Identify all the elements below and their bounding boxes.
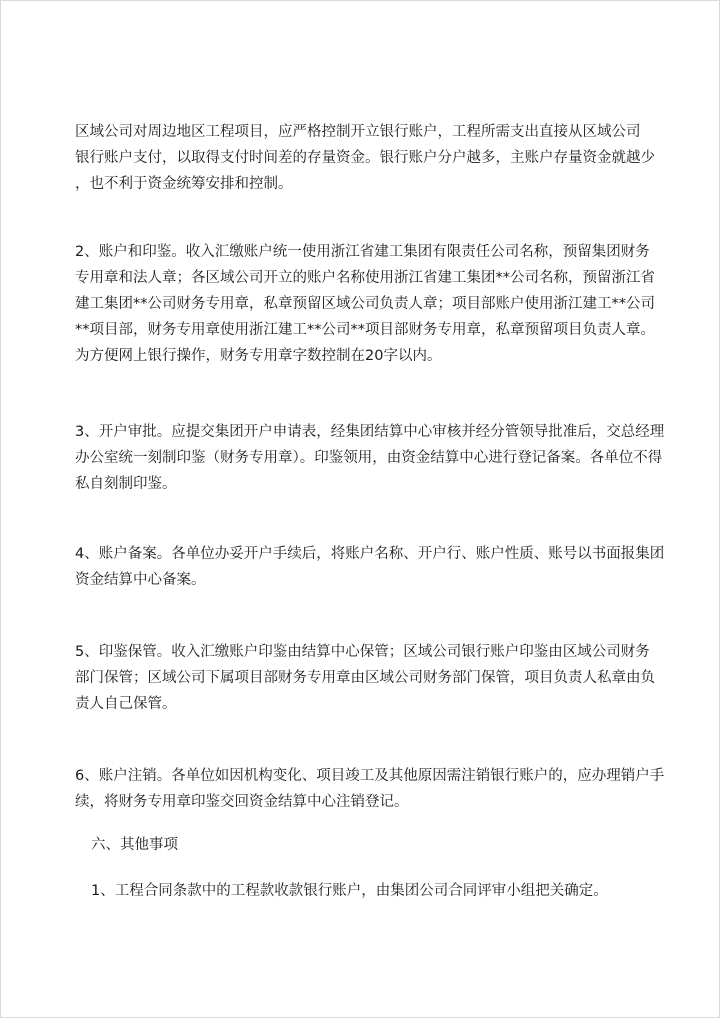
text-line: 续，将财务专用章印鉴交回资金结算中心注销登记。 (75, 794, 409, 810)
text-line: 专用章和法人章；各区域公司开立的账户名称使用浙江省建工集团**公司名称，预留浙江省 (75, 270, 655, 286)
text-line: 资金结算中心备案。 (75, 572, 206, 588)
text-line: 责人自己保管。 (75, 696, 177, 712)
text-line: 4、账户备案。各单位办妥开户手续后，将账户名称、开户行、账户性质、账号以书面报集团 (75, 546, 665, 562)
text-line: 部门保管；区域公司下属项目部财务专用章由区域公司财务部门保管，项目负责人私章由负 (75, 670, 655, 686)
text-line: 银行账户支付，以取得支付时间差的存量资金。银行账户分户越多，主账户存量资金就越少 (75, 150, 655, 166)
text-line: 私自刻制印鉴。 (75, 476, 177, 492)
text-line: 3、开户审批。应提交集团开户申请表，经集团结算中心审核并经分管领导批准后，交总经理 (75, 424, 665, 440)
text-line: 1、工程合同条款中的工程款收款银行账户，由集团公司合同评审小组把关确定。 (91, 883, 608, 899)
paragraph-contract-account (91, 878, 663, 904)
text-line: ，也不利于资金统筹安排和控制。 (75, 176, 293, 192)
text-line: 区域公司对周边地区工程项目，应严格控制开立银行账户，工程所需支出直接从区域公司 (75, 124, 641, 140)
text-line: 为方便网上银行操作，财务专用章字数控制在20字以内。 (75, 348, 442, 364)
paragraph-account-control (75, 119, 655, 197)
text-line: 2、账户和印鉴。收入汇缴账户统一使用浙江省建工集团有限责任公司名称，预留集团财务 (75, 244, 650, 260)
text-line: 办公室统一刻制印鉴（财务专用章）。印鉴领用，由资金结算中心进行登记备案。各单位不得 (75, 450, 663, 466)
paragraph-account-cancellation (75, 763, 665, 815)
paragraph-seal-custody (75, 639, 655, 717)
section-heading-other-matters (91, 832, 663, 858)
paragraph-account-filing (75, 541, 665, 593)
text-line: 建工集团**公司财务专用章，私章预留区域公司负责人章；项目部账户使用浙江建工**公司 (75, 296, 655, 312)
paragraph-accounts-and-seals (75, 239, 655, 369)
text-line: 6、账户注销。各单位如因机构变化、项目竣工及其他原因需注销银行账户的，应办理销户手 (75, 768, 665, 784)
paragraph-opening-approval (75, 419, 665, 497)
text-line: 5、印鉴保管。收入汇缴账户印鉴由结算中心保管；区域公司银行账户印鉴由区域公司财务 (75, 644, 650, 660)
section-heading: 六、其他事项 (91, 837, 178, 853)
text-line: **项目部，财务专用章使用浙江建工**公司**项目部财务专用章，私章预留项目负责人章。 (75, 322, 655, 338)
